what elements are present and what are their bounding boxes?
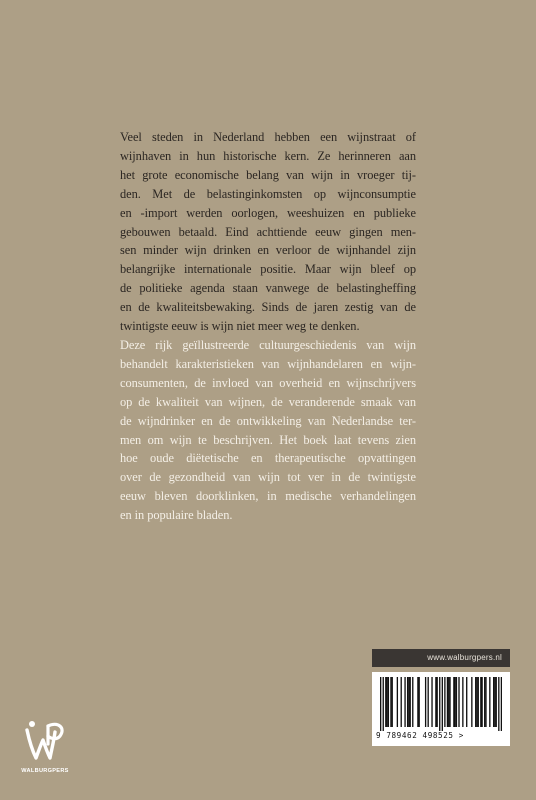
barcode-bar: [481, 677, 482, 727]
barcode-bar: [475, 677, 476, 727]
barcode-bar: [419, 677, 420, 727]
barcode-bar: [383, 677, 384, 731]
text-line: hoe oude diëtetische en therapeutische opvattingen: [120, 451, 416, 466]
barcode-bar: [442, 677, 443, 731]
barcode-bar: [428, 677, 429, 727]
text-line: en -import werden oorlogen, weeshuizen en publieke: [120, 205, 416, 220]
isbn-number: 9 789462 498525 >: [376, 731, 464, 740]
barcode-bar: [456, 677, 457, 727]
text-line: twintigste eeuw is wijn niet meer weg te denken.: [120, 319, 360, 334]
barcode-bar: [493, 677, 494, 727]
text-line: en in populaire bladen.: [120, 508, 233, 523]
barcode-bar: [404, 677, 405, 727]
barcode-bar: [454, 677, 455, 727]
text-line: op de kwaliteit van wijnen, de veranderende smaak van: [120, 394, 416, 409]
barcode-bar: [425, 677, 426, 727]
publisher-logo: [20, 718, 70, 782]
barcode-bar: [494, 677, 495, 727]
barcode-bar: [466, 677, 467, 727]
barcode-bar: [410, 677, 411, 727]
publisher-website: www.walburgpers.nl: [372, 649, 510, 667]
wp-logo-icon: [24, 718, 66, 764]
barcode-bar: [437, 677, 438, 727]
barcode-bar: [448, 677, 449, 727]
text-line: wijnhaven in hun historische kern. Ze herinneren aan: [120, 148, 416, 163]
text-line: de wijndrinker en de ontwikkeling van Nederlandse ter-: [120, 413, 416, 428]
barcode-bar: [444, 677, 445, 727]
barcode-bar: [449, 677, 450, 727]
barcode-bar: [401, 677, 402, 727]
text-line: over de gezondheid van wijn tot ver in de twintigste: [120, 470, 416, 485]
barcode-bar: [385, 677, 386, 727]
barcode-bar: [489, 677, 490, 727]
barcode-bar: [397, 677, 398, 727]
text-line: behandelt karakteristieken van wijnhandelaren en wijn-: [120, 356, 416, 371]
text-line: en de kwaliteitsbewaking. Sinds de jaren zestig van de: [120, 300, 416, 315]
text-line: de politieke agenda staan vanwege de belastingheffing: [120, 281, 416, 296]
barcode-bar: [458, 677, 459, 727]
barcode-bar: [388, 677, 389, 727]
barcode-bar: [480, 677, 481, 727]
barcode-bar: [412, 677, 413, 727]
barcode-bar: [407, 677, 408, 727]
text-line: Deze rijk geïllustreerde cultuurgeschiedenis van wijn: [120, 338, 416, 352]
text-line: Veel steden in Nederland hebben een wijnstraat of: [120, 130, 416, 144]
barcode-bar: [408, 677, 409, 727]
text-line: den. Met de belastinginkomsten op wijnconsumptie: [120, 186, 416, 201]
barcode-icon: [380, 677, 502, 731]
barcode-bar: [453, 677, 454, 727]
barcode-bar: [417, 677, 418, 727]
barcode-bar: [447, 677, 448, 727]
text-line: sen minder wijn drinken en verloor de wijnhandel zijn: [120, 243, 416, 258]
barcode-bar: [478, 677, 479, 727]
barcode-bar: [392, 677, 393, 727]
isbn-barcode: [372, 672, 510, 746]
text-line: belangrijke internationale positie. Maar wijn bleef op: [120, 262, 416, 277]
text-line: men om wijn te beschrijven. Het boek laat tevens zien: [120, 432, 416, 447]
blurb-paragraph-1: [120, 128, 416, 336]
blurb-paragraph-2: [120, 336, 416, 525]
barcode-bar: [439, 677, 440, 731]
text-line: het grote economische belang van wijn in vroeger tij-: [120, 167, 416, 182]
publisher-name: WALBURGPERS: [21, 768, 69, 774]
barcode-bar: [386, 677, 387, 727]
text-line: gebouwen betaald. Eind achttiende eeuw gingen men-: [120, 224, 416, 239]
barcode-bar: [496, 677, 497, 727]
text-line: consumenten, de invloed van overheid en wijnschrijvers: [120, 375, 416, 390]
barcode-bar: [476, 677, 477, 727]
barcode-bar: [498, 677, 499, 731]
barcode-bar: [485, 677, 486, 727]
barcode-bar: [435, 677, 436, 727]
barcode-bar: [380, 677, 381, 731]
barcode-bar: [484, 677, 485, 727]
text-line: eeuw bleven doorklinken, in medische verhandelingen: [120, 489, 416, 504]
barcode-bar: [390, 677, 391, 727]
barcode-bar: [462, 677, 463, 727]
barcode-bar: [501, 677, 502, 731]
barcode-bar: [471, 677, 472, 727]
barcode-bar: [431, 677, 432, 727]
